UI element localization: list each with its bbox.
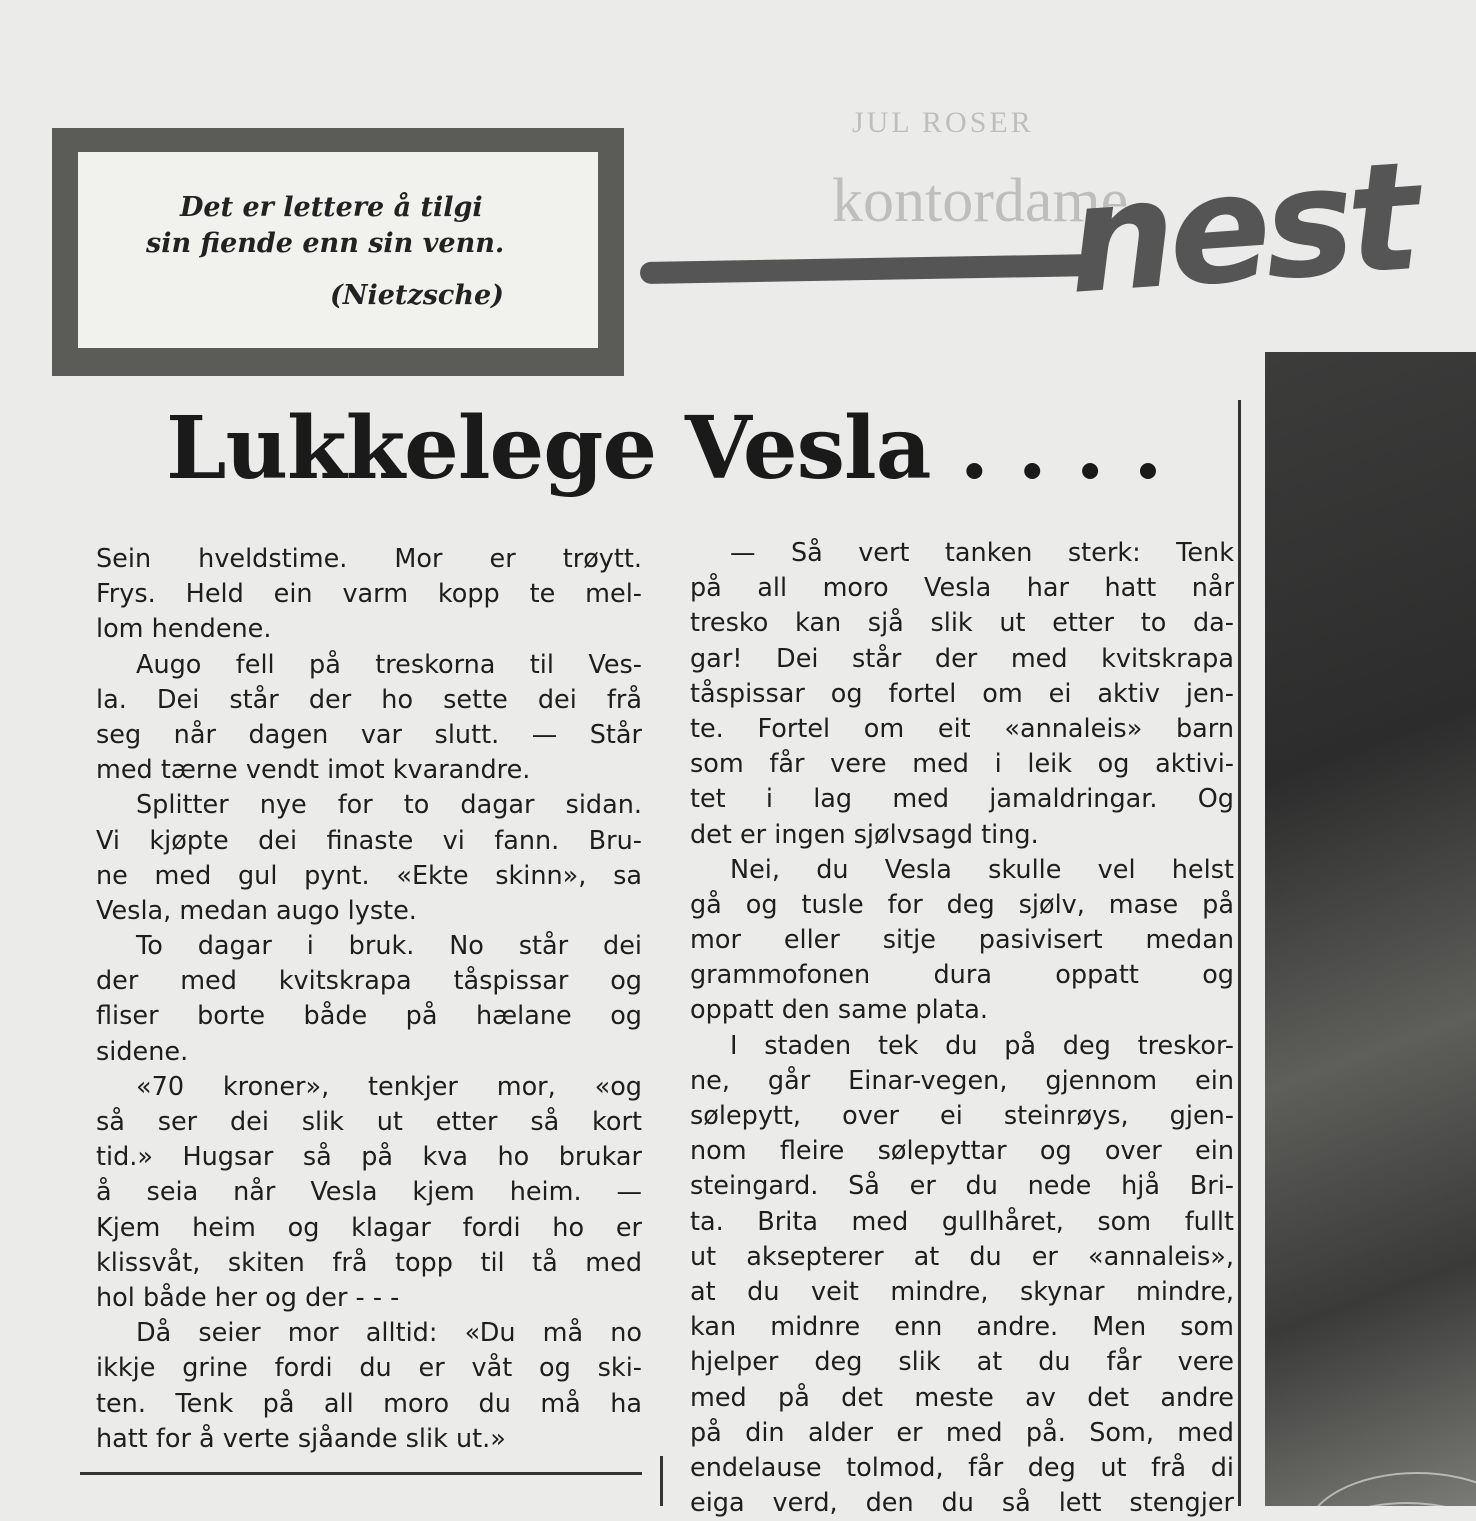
article-line: det er ingen sjølvsagd ting. bbox=[690, 819, 1039, 850]
photo bbox=[1265, 352, 1476, 1506]
article-line: Splitter nye for to dagar sidan. bbox=[136, 790, 642, 821]
article-line: med tærne vendt imot kvarandre. bbox=[96, 755, 531, 786]
article-line: steingard. Så er du nede hjå Bri- bbox=[690, 1171, 1234, 1202]
article-line: der med kvitskrapa tåspissar og bbox=[96, 966, 642, 997]
article-line: på all moro Vesla har hatt når bbox=[690, 573, 1234, 604]
article-line: med på det meste av det andre bbox=[690, 1382, 1234, 1413]
article-line: te. Fortel om eit «annaleis» barn bbox=[690, 713, 1234, 744]
article-line: seg når dagen var slutt. — Står bbox=[96, 719, 642, 750]
article-line: Augo fell på treskorna til Ves- bbox=[136, 649, 642, 680]
article-line: ne, går Einar-vegen, gjennom ein bbox=[690, 1065, 1234, 1096]
article-line: Sein hveldstime. Mor er trøytt. bbox=[96, 544, 642, 574]
quote-line-1: Det er lettere å tilgi bbox=[180, 192, 483, 223]
article-line: så ser dei slik ut etter så kort bbox=[96, 1107, 642, 1137]
article-line: I staden tek du på deg treskor- bbox=[730, 1030, 1234, 1061]
article-line: på din alder er med på. Som, med bbox=[690, 1417, 1234, 1448]
article-line: tet i lag med jamaldringar. Og bbox=[690, 784, 1234, 815]
article-line: — Så vert tanken sterk: Tenk bbox=[730, 538, 1234, 568]
article-line: ne med gul pynt. «Ekte skinn», sa bbox=[96, 860, 642, 891]
bleed-through-line-1: JUL ROSER bbox=[852, 106, 1034, 139]
article-line: nom fleire sølepyttar og over ein bbox=[690, 1136, 1234, 1167]
article-line: at du veit mindre, skynar mindre, bbox=[690, 1276, 1234, 1307]
article-line: eiga verd, den du så lett stengjer bbox=[690, 1488, 1234, 1519]
article-line: ta. Brita med gullhåret, som fullt bbox=[690, 1206, 1234, 1237]
article-line: tåspissar og fortel om ei aktiv jen- bbox=[690, 678, 1234, 709]
right-heading: nest bbox=[1062, 130, 1420, 328]
bleed-through-line-2: kontordame bbox=[832, 167, 1129, 235]
article-line: hatt for å verte sjåande slik ut.» bbox=[96, 1423, 506, 1454]
article-line: fliser borte både på hælane og bbox=[96, 1001, 642, 1032]
article-line: tid.» Hugsar så på kva ho brukar bbox=[96, 1142, 642, 1173]
article-line: gå og tusle for deg sjølv, mase på bbox=[690, 889, 1234, 920]
column-divider-right bbox=[1238, 400, 1241, 1506]
article-line: Frys. Held ein varm kopp te mel- bbox=[96, 579, 642, 610]
article-line: «70 kroner», tenkjer mor, «og bbox=[136, 1071, 642, 1102]
column-divider-bottom bbox=[660, 1456, 663, 1506]
article-line: Då seier mor alltid: «Du må no bbox=[136, 1318, 642, 1349]
quote-box bbox=[78, 152, 598, 348]
article-line: sølepytt, over ei steinrøys, gjen- bbox=[690, 1101, 1234, 1131]
article-column-2 bbox=[690, 536, 1234, 1521]
article-column-1 bbox=[96, 542, 642, 1457]
article-line: grammofonen dura oppatt og bbox=[690, 960, 1234, 991]
article-line: mor eller sitje pasivisert medan bbox=[690, 925, 1234, 956]
column-end-rule bbox=[80, 1472, 642, 1475]
article-line: ikkje grine fordi du er våt og ski- bbox=[96, 1353, 642, 1384]
headline: Lukkelege Vesla . . . . bbox=[166, 398, 1162, 499]
article-line: å seia når Vesla kjem heim. — bbox=[96, 1177, 642, 1208]
article-line: oppatt den same plata. bbox=[690, 995, 989, 1026]
quote-author: (Nietzsche) bbox=[330, 280, 504, 311]
article-line: hjelper deg slik at du får vere bbox=[690, 1347, 1234, 1378]
article-line: Kjem heim og klagar fordi ho er bbox=[96, 1212, 642, 1243]
article-line: la. Dei står der ho sette dei frå bbox=[96, 684, 642, 715]
article-line: kan midnre enn andre. Men som bbox=[690, 1312, 1234, 1343]
article-line: hol både her og der - - - bbox=[96, 1282, 400, 1313]
article-line: To dagar i bruk. No står dei bbox=[136, 931, 642, 962]
article-line: tresko kan sjå slik ut etter to da- bbox=[690, 608, 1234, 639]
article-line: ten. Tenk på all moro du må ha bbox=[96, 1388, 642, 1419]
article-line: Vi kjøpte dei finaste vi fann. Bru- bbox=[96, 825, 642, 856]
brush-stroke bbox=[640, 254, 1100, 284]
article-line: Vesla, medan augo lyste. bbox=[96, 895, 417, 926]
article-line: ut aksepterer at du er «annaleis», bbox=[690, 1241, 1234, 1272]
article-line: som får vere med i leik og aktivi- bbox=[690, 749, 1234, 780]
article-line: lom hendene. bbox=[96, 614, 272, 645]
article-line: sidene. bbox=[96, 1036, 189, 1067]
article-line: Nei, du Vesla skulle vel helst bbox=[730, 854, 1234, 885]
quote-line-2: sin fiende enn sin venn. bbox=[146, 228, 505, 259]
article-line: gar! Dei står der med kvitskrapa bbox=[690, 643, 1234, 674]
article-line: endelause tolmod, får deg ut frå di bbox=[690, 1452, 1234, 1483]
article-line: klissvåt, skiten frå topp til tå med bbox=[96, 1247, 642, 1278]
